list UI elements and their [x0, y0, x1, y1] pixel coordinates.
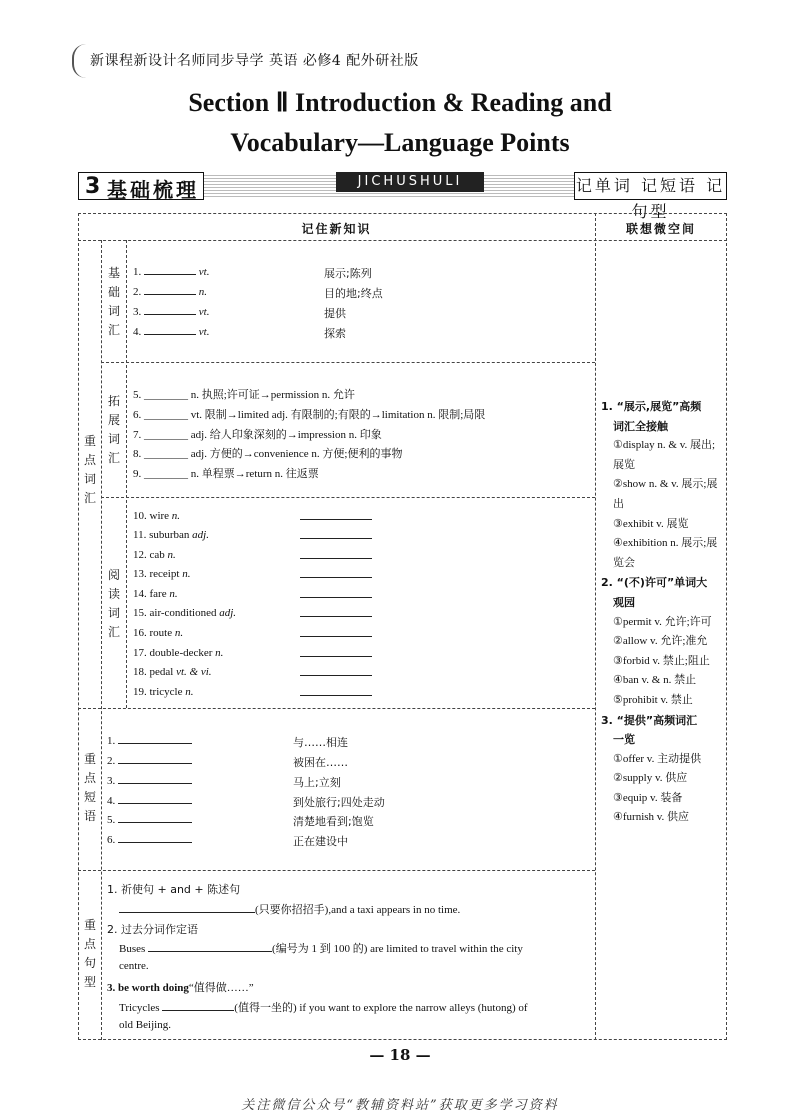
header-divider: [78, 240, 727, 241]
banner-pinyin: JICHUSHULI: [336, 172, 484, 192]
list-item: 18. pedal vt. & vi.: [133, 666, 212, 678]
side-item: ③forbid v. 禁止;阻止: [613, 654, 710, 667]
side-item: ①offer v. 主动提供: [613, 752, 702, 765]
section-label-divider: [101, 240, 102, 1040]
list-item: 1.: [107, 734, 192, 747]
phrase-sentence-divider: [78, 870, 595, 871]
list-item-meaning: 被困在……: [293, 756, 348, 769]
answer-blank[interactable]: [118, 734, 192, 744]
list-item: 6. ________ vt. 限制→limited adj. 有限制的;有限的→limitation n. 限制;局限: [133, 409, 486, 421]
ext-read-divider: [101, 497, 595, 498]
running-header: [72, 44, 772, 74]
page-number: — 18 —: [369, 1046, 431, 1064]
list-item: 3.: [107, 774, 192, 787]
list-item-meaning: 马上;立刻: [293, 776, 341, 789]
brace-decoration: [72, 44, 86, 78]
sentence-line-3: Tricycles (值得一坐的) if you want to explore the narrow alleys (hutong) of: [119, 1002, 528, 1014]
answer-blank[interactable]: [119, 903, 255, 913]
section-label-sentences: 重点句型: [83, 918, 96, 989]
answer-blank[interactable]: [300, 510, 372, 523]
answer-blank[interactable]: [300, 686, 372, 699]
list-item: 9. ________ n. 单程票→return n. 往返票: [133, 468, 319, 480]
answer-blank[interactable]: [300, 666, 372, 679]
sentence-title-3: 3. be worth doing“值得做……”: [107, 982, 254, 994]
list-item-meaning: 清楚地看到;饱览: [293, 815, 374, 828]
list-item: 19. tricycle n.: [133, 686, 194, 698]
banner-number: 3: [85, 174, 101, 199]
sentence-title-1: 1. 祈使句 + and + 陈述句: [107, 883, 241, 896]
list-item: 16. route n.: [133, 627, 184, 639]
list-item: 15. air-conditioned adj.: [133, 607, 237, 619]
list-item: 14. fare n.: [133, 588, 178, 600]
side-item: ①display n. & v. 展出;展览: [613, 439, 716, 471]
answer-blank[interactable]: [300, 529, 372, 542]
sub-label-ext: 拓展词汇: [107, 394, 120, 465]
answer-blank[interactable]: [118, 774, 192, 784]
section-label-vocab: 重点词汇: [83, 434, 96, 505]
list-item: 5.: [107, 813, 192, 826]
banner-right-label: 记单词 记短语 记句型: [574, 172, 727, 200]
section-title-line2: Vocabulary—Language Points: [230, 128, 570, 157]
side-item: ③exhibit v. 展览: [613, 517, 689, 530]
sentence-title-2: 2. 过去分词作定语: [107, 923, 198, 936]
list-item: 12. cab n.: [133, 549, 176, 561]
answer-blank[interactable]: [300, 588, 372, 601]
answer-blank[interactable]: [144, 285, 196, 295]
list-item-meaning: 到处旅行;四处走动: [293, 796, 385, 809]
list-item-meaning: 探索: [324, 327, 346, 340]
side-item: ③equip v. 装备: [613, 791, 683, 804]
answer-blank[interactable]: [300, 647, 372, 660]
list-item-meaning: 正在建设中: [293, 835, 348, 848]
list-item-meaning: 展示;陈列: [324, 267, 372, 280]
sentence-line-3b: old Beijing.: [119, 1019, 171, 1031]
banner-label-box: [78, 172, 204, 200]
sentence-line-2b: centre.: [119, 960, 149, 972]
list-item: 17. double-decker n.: [133, 647, 224, 659]
list-item: 4.: [107, 794, 192, 807]
sub-label-basic: 基础词汇: [107, 266, 120, 337]
list-item: 10. wire n.: [133, 510, 181, 522]
answer-blank[interactable]: [118, 754, 192, 764]
list-item: 7. ________ adj. 给人印象深刻的→impression n. 印象: [133, 429, 382, 441]
sentence-line-1: (只要你招招手),and a taxi appears in no time.: [119, 901, 460, 917]
answer-blank[interactable]: [300, 549, 372, 562]
col2-header: 联想微空间: [625, 222, 696, 236]
side-heading: 一览: [613, 733, 635, 747]
side-notes: [601, 397, 723, 828]
answer-blank[interactable]: [118, 813, 192, 823]
side-heading: 2. “(不)许可”单词大: [601, 576, 708, 590]
side-item: ②show n. & v. 展示;展出: [613, 478, 718, 510]
side-item: ④exhibition n. 展示;展览会: [613, 537, 718, 569]
answer-blank[interactable]: [144, 325, 196, 335]
column-divider: [595, 213, 596, 1040]
sub-label-read: 阅读词汇: [107, 568, 120, 639]
vocab-phrase-divider: [78, 708, 595, 709]
banner-label: 基础梳理: [107, 178, 199, 202]
side-heading: 词汇全接触: [613, 419, 668, 433]
answer-blank[interactable]: [300, 627, 372, 640]
list-item: 4. vt.: [133, 326, 210, 338]
sub-label-divider: [126, 240, 127, 708]
answer-blank[interactable]: [144, 265, 196, 275]
list-item: 6.: [107, 833, 192, 846]
list-item: 2. n.: [133, 286, 207, 298]
list-item: 3. vt.: [133, 306, 210, 318]
list-item: 8. ________ adj. 方便的→convenience n. 方便;便利的事物: [133, 448, 403, 460]
side-item: ⑤prohibit v. 禁止: [613, 693, 693, 706]
answer-blank[interactable]: [118, 794, 192, 804]
side-item: ④ban v. & n. 禁止: [613, 674, 697, 687]
answer-blank[interactable]: [300, 607, 372, 620]
side-item: ④furnish v. 供应: [613, 811, 690, 824]
list-item: 5. ________ n. 执照;许可证→permission n. 允许: [133, 389, 355, 401]
footer-note: 关注微信公众号“教辅资料站”获取更多学习资料: [241, 1098, 559, 1113]
section-label-phrases: 重点短语: [83, 752, 96, 823]
answer-blank[interactable]: [162, 1001, 234, 1011]
side-item: ①permit v. 允许;许可: [613, 615, 712, 628]
col1-header: 记住新知识: [301, 222, 372, 236]
list-item-meaning: 提供: [324, 307, 346, 320]
side-heading: 观园: [613, 595, 635, 609]
answer-blank[interactable]: [144, 305, 196, 315]
list-item: 2.: [107, 754, 192, 767]
header-text: 新课程新设计名师同步导学 英语 必修4 配外研社版: [90, 53, 419, 69]
answer-blank[interactable]: [148, 942, 272, 952]
list-item: 1. vt.: [133, 266, 210, 278]
answer-blank[interactable]: [300, 568, 372, 581]
list-item: 11. suburban adj.: [133, 529, 209, 541]
answer-blank[interactable]: [118, 833, 192, 843]
list-item-meaning: 与……相连: [293, 736, 348, 749]
side-item: ②allow v. 允许;准允: [613, 635, 708, 648]
side-item: ②supply v. 供应: [613, 772, 688, 785]
side-heading: 1. “展示,展览”高频: [601, 400, 702, 413]
list-item-meaning: 目的地;终点: [324, 287, 383, 300]
section-title-line1: Section Ⅱ Introduction & Reading and: [188, 88, 612, 117]
list-item: 13. receipt n.: [133, 568, 191, 580]
side-heading: 3. “提供”高频词汇: [601, 713, 698, 727]
section-banner: [78, 172, 727, 221]
sentence-line-2: Buses (编号为 1 到 100 的) are limited to travel within the city: [119, 943, 523, 955]
basic-ext-divider: [101, 362, 595, 363]
